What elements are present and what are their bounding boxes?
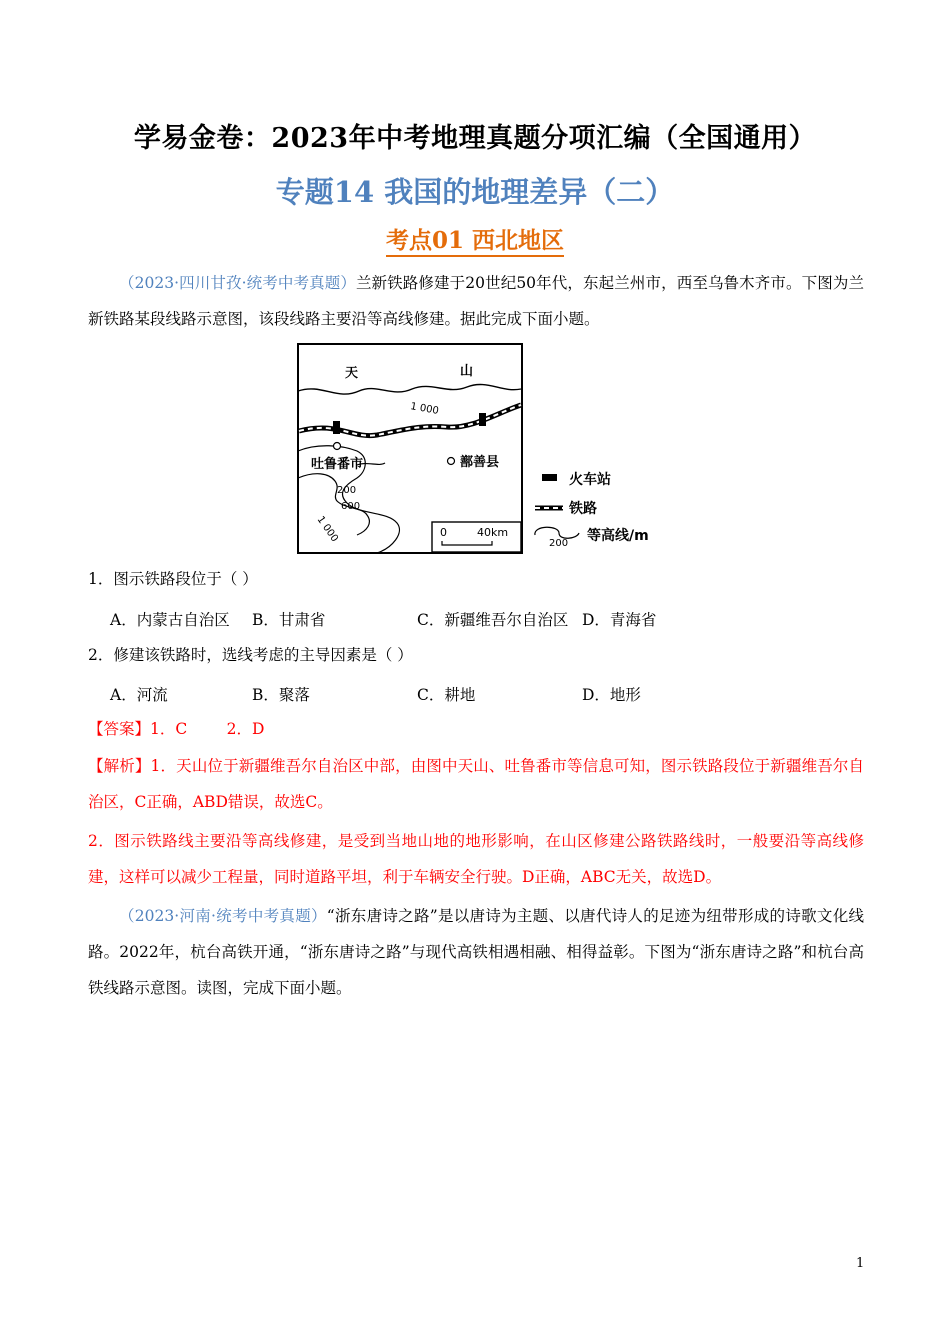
question-source-2: （2023·河南·统考中考真题） [119,907,327,925]
legend-contour-value: 200 [549,538,569,549]
label-contour-1000-bottom: 1 000 [314,514,340,545]
q1-option-a: A．内蒙古自治区 [110,611,230,629]
question-intro-text-1: 兰新铁路修建于20世纪50年代，东起兰州市，西至乌鲁木齐市。下图为兰新铁路某段线路示意图，该段线路主要沿等高线修建。据此完成下面小题。 [88,274,864,328]
page-number: 1 [856,1256,865,1271]
analysis-text-1: 1．天山位于新疆维吾尔自治区中部，由图中天山、吐鲁番市等信息可知，图示铁路段位于新疆维吾尔自治区，C正确，ABD错误，故选C。 [88,757,864,811]
q2-option-b: B．聚落 [252,686,310,704]
question-intro-1 [88,265,864,337]
q1-option-d: D．青海省 [582,611,657,629]
scale-40km: 40km [477,526,509,539]
shanshan-point [448,458,455,465]
q1-option-b: B．甘肃省 [252,611,326,629]
question-1-stem: 1．图示铁路段位于（ ） [88,570,258,588]
section-title [0,222,950,255]
question-source-1: （2023·四川甘孜·统考中考真题） [119,274,356,292]
q2-option-a: A．河流 [110,686,168,704]
q2-option-d: D．地形 [582,686,641,704]
station-marker-west [333,421,340,434]
answer-label: 【答案】 [88,720,151,738]
label-contour-600: 600 [341,501,361,512]
scale-zero: 0 [440,526,447,539]
legend-rail-label: 铁路 [569,501,597,517]
label-contour-200: 200 [337,485,357,496]
section-title-text: 考点01 西北地区 [386,227,564,257]
q2-option-c: C．耕地 [417,686,476,704]
label-shanshan: 鄯善县 [460,455,500,470]
analysis-label: 【解析】 [88,757,151,775]
station-marker-east [479,413,486,426]
scale-bar [442,541,492,545]
legend-station-label: 火车站 [569,472,611,488]
legend-contour-label: 等高线/m [587,528,649,544]
q1-option-c: C．新疆维吾尔自治区 [417,611,569,629]
answer-line [88,711,264,747]
contour-line-top [298,384,521,394]
question-intro-text-2: “浙东唐诗之路”是以唐诗为主题、以唐代诗人的足迹为纽带形成的诗歌文化线路。2022年，杭台高铁开通，“浙东唐诗之路”与现代高铁相遇相融、相得益彰。下图为“浙东唐诗之路”和杭台高铁线路示意图。读图，完成下面小题。 [88,907,864,997]
topic-title: 专题14 我国的地理差异（二） [275,175,675,209]
railway-map [297,343,667,555]
question-intro-2 [88,898,864,1006]
legend-contour-icon [535,527,579,538]
label-tian: 天 [345,366,359,381]
label-shan: 山 [460,364,474,379]
label-turpan: 吐鲁番市 [311,457,364,472]
answer-text: 1．C 2．D [150,720,265,738]
analysis-1 [88,748,864,820]
legend-station-icon [542,474,557,481]
question-2-stem: 2．修建该铁路时，选线考虑的主导因素是（ ） [88,646,413,664]
turpan-point [334,443,341,450]
analysis-2: 2．图示铁路线主要沿等高线修建，是受到当地山地的地形影响，在山区修建公路铁路线时，一般要沿等高线修建，这样可以减少工程量，同时道路平坦，利于车辆安全行驶。D正确，ABC无关，故选D。 [88,832,864,886]
document-title: 学易金卷：2023年中考地理真题分项汇编（全国通用） [133,123,817,154]
label-contour-1000-top: 1 000 [409,401,440,417]
